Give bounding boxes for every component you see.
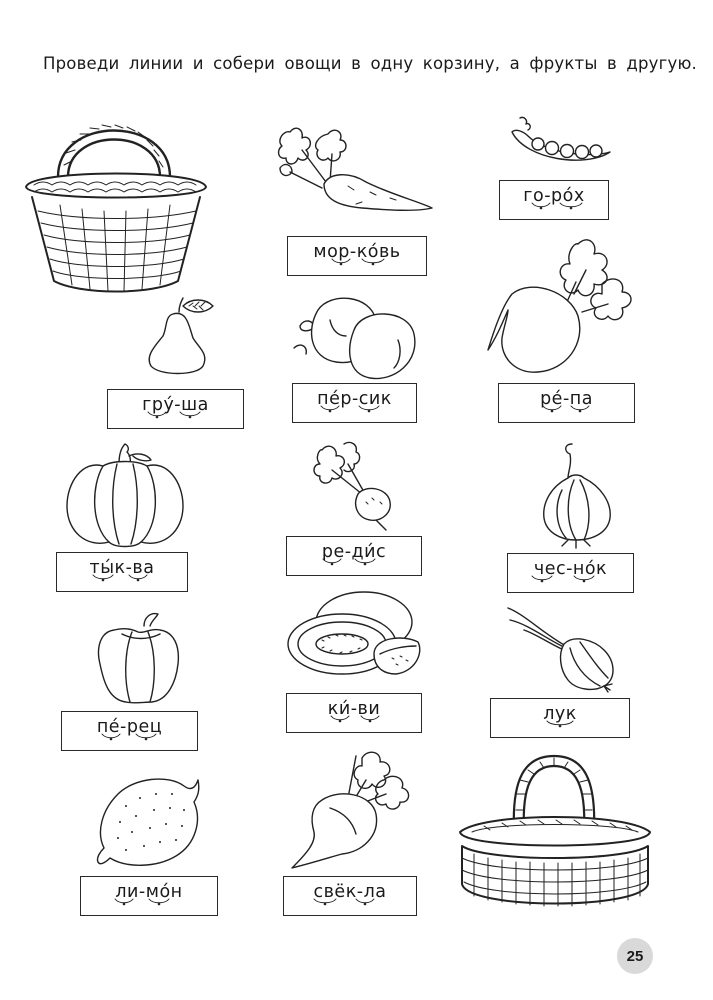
radish-icon bbox=[310, 440, 394, 530]
pear-icon bbox=[143, 296, 225, 378]
word-label-onion: лук bbox=[543, 704, 577, 724]
garlic-icon bbox=[538, 440, 616, 550]
word-box-pepper[interactable] bbox=[61, 711, 198, 751]
word-label-pear: гру́-ша bbox=[142, 395, 209, 415]
page-number-badge: 25 bbox=[617, 938, 653, 974]
word-label-peas: го-ро́х bbox=[523, 186, 585, 206]
kiwi-icon bbox=[282, 588, 426, 686]
word-box-onion[interactable] bbox=[490, 698, 630, 738]
word-label-turnip: ре́-па bbox=[540, 389, 593, 409]
peach-icon bbox=[290, 290, 420, 385]
word-box-radish[interactable] bbox=[286, 536, 422, 576]
word-box-pear[interactable] bbox=[107, 389, 244, 429]
word-label-pepper: пе́-рец bbox=[96, 717, 163, 737]
word-box-kiwi[interactable] bbox=[286, 693, 422, 733]
pumpkin-icon bbox=[63, 442, 187, 550]
word-box-peach[interactable] bbox=[292, 383, 417, 423]
word-label-pumpkin: ты́к-ва bbox=[89, 558, 155, 578]
word-label-lemon: ли-мо́н bbox=[115, 882, 183, 902]
peas-icon bbox=[506, 112, 616, 170]
word-label-kiwi: ки́-ви bbox=[327, 699, 381, 719]
word-box-turnip[interactable] bbox=[498, 383, 635, 423]
word-label-garlic: чес-но́к bbox=[533, 559, 608, 579]
word-label-peach: пе́р-сик bbox=[317, 389, 392, 409]
word-box-peas[interactable] bbox=[499, 180, 609, 220]
word-box-carrot[interactable] bbox=[287, 236, 427, 276]
instruction-text: Проведи линии и собери овощи в одну корзину, а фрукты в другую. bbox=[43, 54, 697, 73]
word-box-lemon[interactable] bbox=[80, 876, 218, 916]
carrot-icon bbox=[270, 120, 438, 220]
empty-basket-icon bbox=[454, 750, 656, 920]
lemon-icon bbox=[96, 772, 200, 870]
word-box-beet[interactable] bbox=[283, 876, 417, 916]
pepper-icon bbox=[94, 608, 184, 706]
word-box-pumpkin[interactable] bbox=[56, 552, 188, 592]
word-label-radish: ре-ди́с bbox=[321, 542, 387, 562]
woven-basket-icon bbox=[20, 105, 212, 295]
word-box-garlic[interactable] bbox=[507, 553, 634, 593]
beet-icon bbox=[286, 748, 416, 872]
turnip-icon bbox=[482, 234, 650, 380]
onion-icon bbox=[504, 604, 620, 694]
word-label-carrot: мор-ко́вь bbox=[313, 242, 401, 262]
word-label-beet: свёк-ла bbox=[313, 882, 387, 902]
